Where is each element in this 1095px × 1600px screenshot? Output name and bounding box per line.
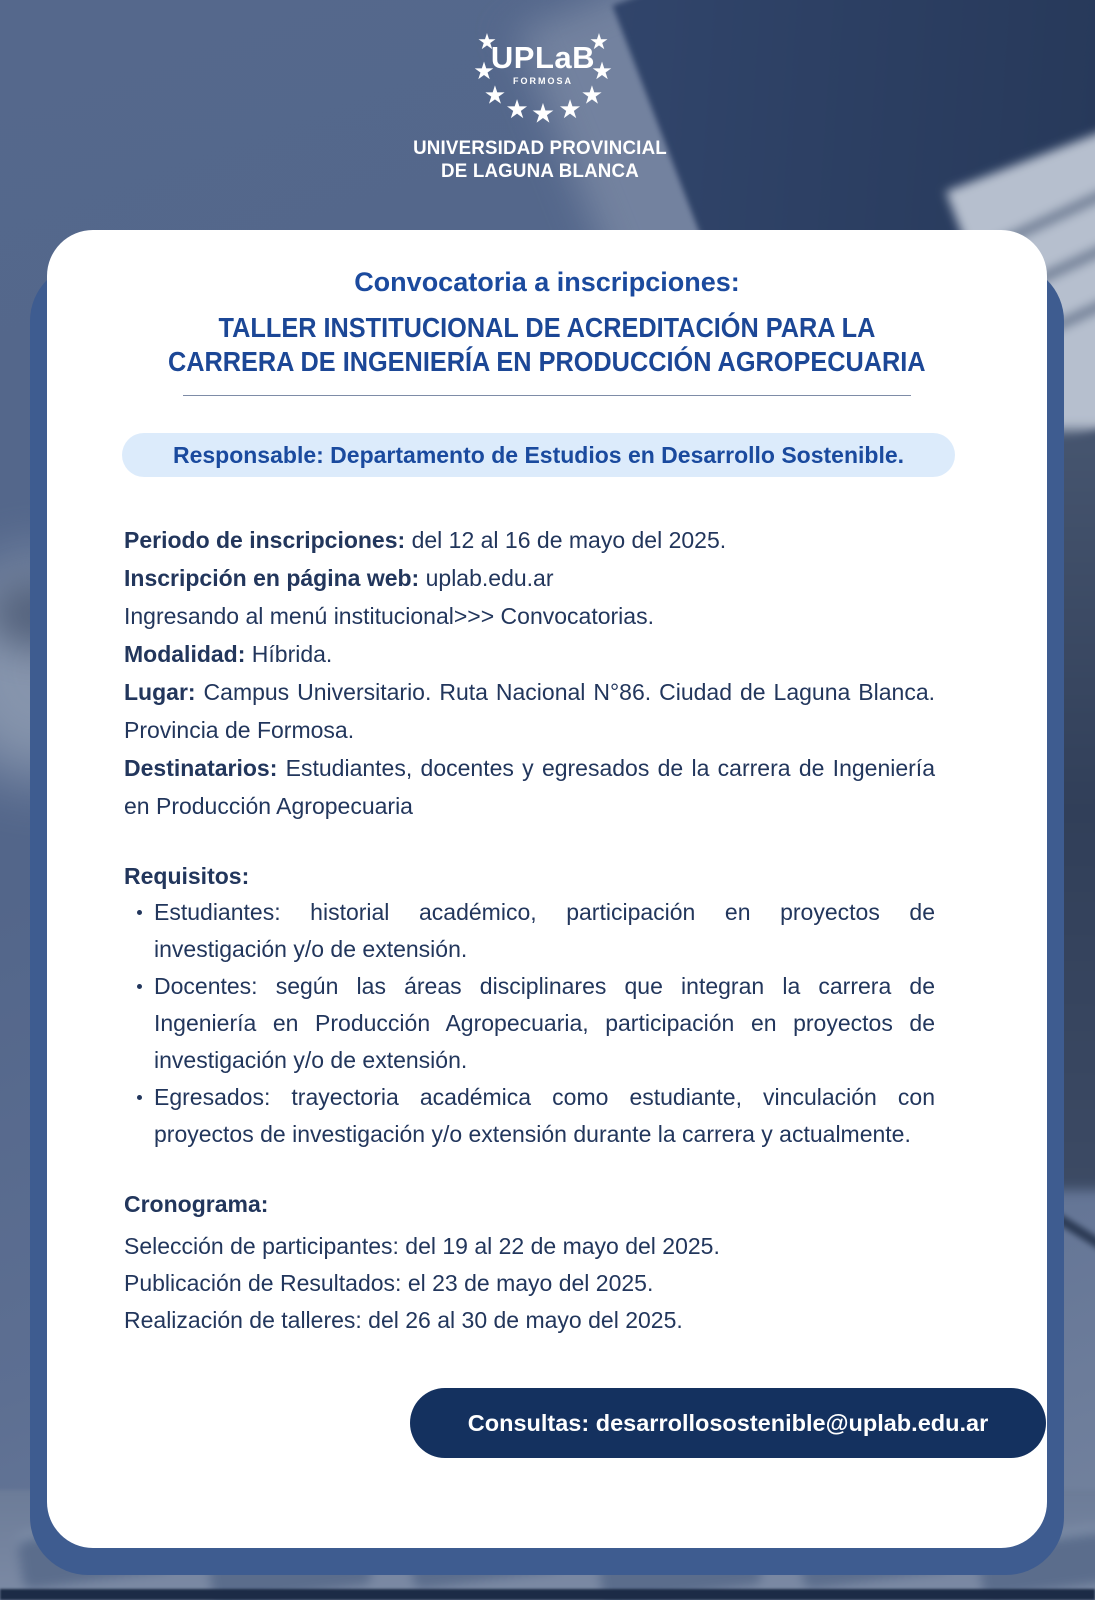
detail-modality: [124, 635, 935, 673]
background-dark-edge: [0, 1589, 1095, 1600]
detail-value: Estudiantes, docentes y egresados de la carrera de Ingeniería en Producción Agropecuaria: [124, 755, 935, 819]
contact-button-label: Consultas: desarrollosostenible@uplab.edu.ar: [467, 1409, 989, 1436]
schedule-heading: Cronograma:: [124, 1191, 269, 1217]
schedule-item: Publicación de Resultados: el 23 de mayo del 2025.: [124, 1270, 654, 1296]
requirements-list: [135, 894, 935, 1153]
star-icon: ★: [589, 29, 609, 54]
title-line2: CARRERA DE INGENIERÍA EN PRODUCCIÓN AGROPECUARIA: [168, 346, 926, 377]
star-icon: ★: [530, 98, 556, 129]
star-icon: ★: [558, 94, 582, 124]
list-item-text: Egresados: trayectoria académica como estudiante, vinculación con proyectos de investigación y/o extensión durante la carrera y actualmente.: [154, 1084, 935, 1147]
detail-web: [124, 559, 935, 597]
list-item-text: Docentes: según las áreas disciplinares que integran la carrera de Ingeniería en Producción Agropecuaria, participación en proyectos de investigación y/o de extensión.: [154, 973, 935, 1073]
details-block: [124, 521, 935, 825]
detail-value: Campus Universitario. Ruta Nacional N°86. Ciudad de Laguna Blanca. Provincia de Formosa.: [124, 679, 935, 743]
university-name-line1: UNIVERSIDAD PROVINCIAL: [413, 137, 667, 159]
university-name-line2: DE LAGUNA BLANCA: [441, 160, 639, 182]
logo-acronym: UPLaB: [490, 40, 596, 75]
detail-value: Ingresando al menú institucional>>> Convocatorias.: [124, 603, 654, 629]
detail-label: Periodo de inscripciones:: [124, 527, 406, 553]
page-title: [47, 311, 1047, 379]
detail-label: Destinatarios:: [124, 755, 278, 781]
detail-label: Lugar:: [124, 679, 196, 705]
responsible-banner-text: Responsable: Departamento de Estudios en Desarrollo Sostenible.: [172, 441, 905, 468]
list-item: [135, 894, 935, 968]
schedule-item: Selección de participantes: del 19 al 22 de mayo del 2025.: [124, 1233, 720, 1259]
detail-label: Modalidad:: [124, 641, 246, 667]
star-icon: ★: [505, 94, 529, 124]
kicker-heading: Convocatoria a inscripciones:: [354, 267, 740, 297]
detail-location: [124, 673, 935, 749]
logo-region-label: FORMOSA: [513, 76, 573, 86]
bullet-dot-icon: [137, 910, 142, 915]
bullet-dot-icon: [137, 984, 142, 989]
contact-button: [410, 1388, 1046, 1458]
detail-value: del 12 al 16 de mayo del 2025.: [405, 527, 727, 553]
list-item: [135, 968, 935, 1079]
detail-audience: [124, 749, 935, 825]
star-icon: ★: [477, 29, 497, 54]
detail-menu-path: [124, 597, 935, 635]
detail-value: uplab.edu.ar: [419, 565, 554, 591]
list-item: [135, 1079, 935, 1153]
list-item-text: Estudiantes: historial académico, participación en proyectos de investigación y/o de extensión.: [154, 899, 935, 962]
star-icon: ★: [580, 81, 604, 110]
divider-line: [183, 395, 911, 396]
title-line1: TALLER INSTITUCIONAL DE ACREDITACIÓN PARA LA: [218, 312, 876, 343]
requirements-heading: Requisitos:: [124, 863, 250, 889]
star-icon: ★: [591, 58, 613, 85]
star-icon: ★: [483, 81, 507, 110]
responsible-banner: [122, 433, 955, 477]
schedule-block: [124, 1228, 935, 1339]
detail-period: [124, 521, 935, 559]
bullet-dot-icon: [137, 1095, 142, 1100]
content-card: [47, 230, 1047, 1548]
detail-label: Inscripción en página web:: [124, 565, 420, 591]
detail-value: Híbrida.: [245, 641, 333, 667]
star-icon: ★: [473, 58, 495, 85]
schedule-item: Realización de talleres: del 26 al 30 de mayo del 2025.: [124, 1307, 683, 1333]
